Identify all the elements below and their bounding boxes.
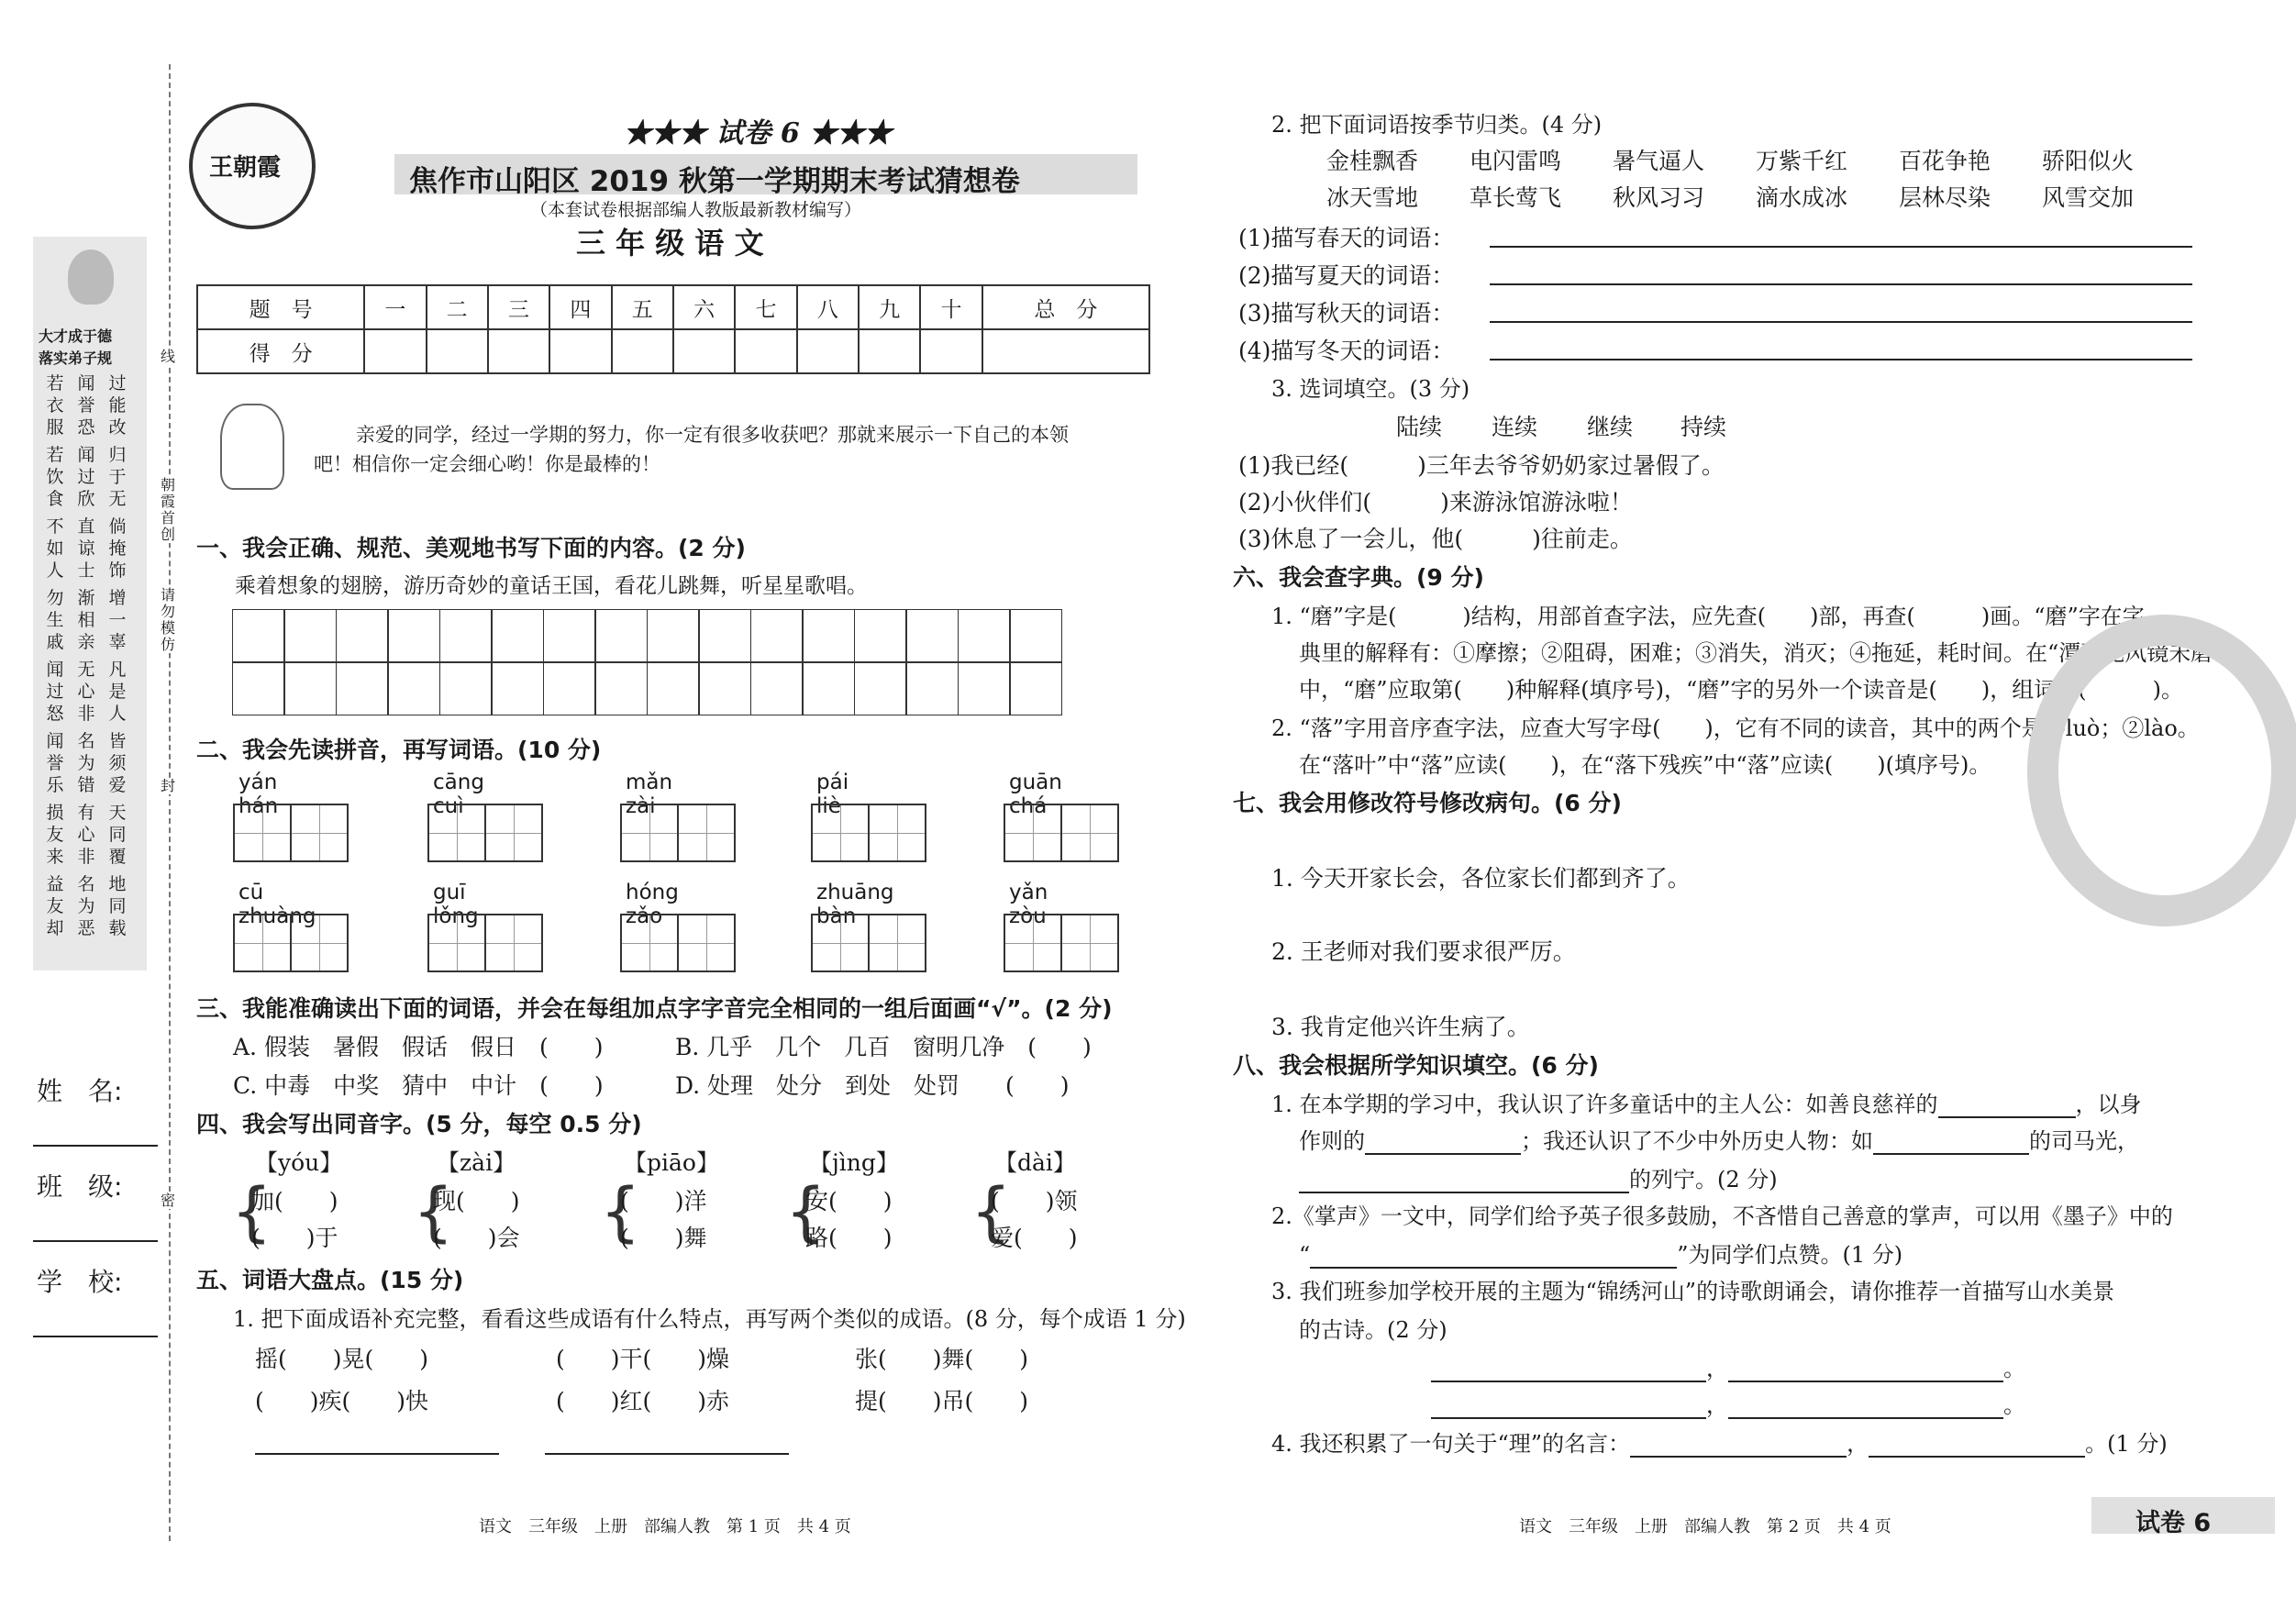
school-line[interactable] <box>33 1336 158 1337</box>
q6-line-4[interactable]: 2. “落”字用音序查字法，应查大写字母( )，它有不同的读音，其中的两个是①luò；②lào。 <box>1271 715 2200 741</box>
season-answer-line[interactable] <box>1490 246 2192 248</box>
homophone-blank[interactable]: ( )领 <box>991 1188 1078 1214</box>
score-header-1: 一 <box>364 285 426 329</box>
season-word: 百花争艳 <box>1899 148 1991 174</box>
grid-cell[interactable] <box>283 609 337 662</box>
tianzi-box[interactable] <box>233 914 292 972</box>
homophone-blank[interactable]: ( )会 <box>433 1225 520 1251</box>
footer-tag: 试卷 6 <box>2135 1509 2212 1537</box>
poem-comma-2: ， <box>1706 1392 1728 1418</box>
motto-column: 名为错 <box>77 731 95 795</box>
q8-blank-6[interactable] <box>1630 1436 1847 1458</box>
page-title: 焦作市山阳区 2019 秋第一学期期末考试猜想卷 <box>409 165 1020 198</box>
homophone-blank[interactable]: ( )舞 <box>620 1225 707 1251</box>
tianzi-box-pair[interactable] <box>811 804 925 862</box>
q5-sub2: 2. 把下面词语按季节归类。(4 分) <box>1271 112 1603 138</box>
grid-cell[interactable] <box>905 662 959 715</box>
q3-option-d[interactable]: D. 处理 处分 到处 处罚 ( ) <box>675 1072 1070 1099</box>
motto-column: 凡是人 <box>108 660 127 724</box>
season-word: 滴水成冰 <box>1756 184 1848 211</box>
tianzi-box[interactable] <box>868 804 926 862</box>
q8-line-5 <box>1299 1237 1902 1269</box>
tianzi-box[interactable] <box>620 804 679 862</box>
score-header-2: 二 <box>427 285 488 329</box>
motto-column: 闻誉恐 <box>77 373 95 438</box>
idiom-6[interactable]: 提( )吊( ) <box>855 1388 1029 1414</box>
motto-column: 有心非 <box>77 803 95 867</box>
score-cell-5[interactable] <box>612 329 673 373</box>
q2-title: 二、我会先读拼音，再写词语。(10 分) <box>196 737 602 763</box>
idiom-1[interactable]: 摇( )晃( ) <box>255 1346 429 1372</box>
intro-line-1: 亲爱的同学，经过一学期的努力，你一定有很多收获吧？那就来展示一下自己的本领 <box>356 424 1069 446</box>
q1-text: 乘着想象的翅膀，游历奇妙的童话王国，看花儿跳舞，听星星歌唱。 <box>235 574 868 598</box>
tianzi-box[interactable] <box>677 804 736 862</box>
motto-column: 若饮食 <box>46 445 64 509</box>
grid-cell[interactable] <box>439 662 493 715</box>
tianzi-box-pair[interactable] <box>233 914 347 972</box>
season-word: 骄阳似火 <box>2042 148 2135 174</box>
grid-cell[interactable] <box>491 609 544 662</box>
pinyin-label: zhuāng <box>816 881 894 904</box>
class-line[interactable] <box>33 1240 158 1242</box>
tianzi-box[interactable] <box>811 914 870 972</box>
tianzi-box[interactable] <box>1004 804 1062 862</box>
grid-cell[interactable] <box>1009 662 1062 715</box>
side-label-secret: 密 <box>154 1192 182 1209</box>
homophone-blank[interactable]: 安( ) <box>805 1188 893 1214</box>
tianzi-box[interactable] <box>620 914 679 972</box>
homophone-pinyin: 【piāo】 <box>624 1149 719 1176</box>
tianzi-box-pair[interactable] <box>811 914 925 972</box>
season-word: 层林尽染 <box>1899 184 1991 211</box>
q8-l5a: “ <box>1299 1242 1311 1268</box>
tianzi-box[interactable] <box>484 804 543 862</box>
side-label-copy: 请勿模仿 <box>154 587 182 653</box>
q3-option-b[interactable]: B. 几乎 几个 几百 窗明几净 ( ) <box>675 1034 1092 1060</box>
choice-3: 继续 <box>1587 414 1634 440</box>
tianzi-box-pair[interactable] <box>620 804 734 862</box>
score-header-7: 七 <box>735 285 796 329</box>
secret-stamp-watermark <box>2027 615 2296 926</box>
side-label-seal: 封 <box>154 778 182 794</box>
tianzi-box[interactable] <box>427 804 486 862</box>
score-cell-6[interactable] <box>673 329 735 373</box>
q8-line-3 <box>1299 1161 1778 1193</box>
score-header-0: 题 号 <box>197 285 364 329</box>
motto-column: 皆须爱 <box>108 731 127 795</box>
grid-cell[interactable] <box>336 662 389 715</box>
season-word: 秋风习习 <box>1613 184 1705 211</box>
q1-title: 一、我会正确、规范、美观地书写下面的内容。(2 分) <box>196 535 746 561</box>
grid-cell[interactable] <box>594 662 648 715</box>
grid-cell[interactable] <box>594 609 648 662</box>
side-label-brand: 朝霞首创 <box>154 477 182 543</box>
tianzi-box[interactable] <box>484 914 543 972</box>
q3-title: 三、我能准确读出下面的词语，并会在每组加点字字音完全相同的一组后面画“√”。(2 分) <box>196 995 1113 1022</box>
score-header-5: 五 <box>612 285 673 329</box>
grid-cell[interactable] <box>336 609 389 662</box>
motto-column: 天同覆 <box>108 803 127 867</box>
sentence-1[interactable]: 1. 今天开家长会，各位家长们都到齐了。 <box>1271 865 1691 892</box>
subject-title: 三 年 级 语 文 <box>576 226 764 261</box>
tianzi-box-pair[interactable] <box>1004 914 1117 972</box>
season-answer-line[interactable] <box>1490 321 2192 323</box>
season-word: 万紫千红 <box>1756 148 1848 174</box>
season-word: 风雪交加 <box>2042 184 2135 211</box>
q8-line-2 <box>1299 1123 2139 1155</box>
grid-cell[interactable] <box>232 662 285 715</box>
homophone-pinyin: 【yóu】 <box>255 1149 343 1176</box>
motto-column: 过能改 <box>108 373 127 438</box>
grid-cell[interactable] <box>905 609 959 662</box>
season-answer-line[interactable] <box>1490 359 2192 360</box>
q8-blank-7[interactable] <box>1869 1436 2085 1458</box>
q8-blank-5[interactable] <box>1310 1247 1677 1269</box>
scholar-icon <box>68 250 114 305</box>
tianzi-box-pair[interactable] <box>620 914 734 972</box>
homophone-pinyin: 【dài】 <box>994 1149 1076 1176</box>
choice-1: 陆续 <box>1396 414 1443 440</box>
season-label: (3)描写秋天的词语： <box>1238 300 1455 327</box>
tianzi-box[interactable] <box>1004 914 1062 972</box>
score-header-6: 六 <box>673 285 735 329</box>
q8-l5b: ”为同学们点赞。(1 分) <box>1677 1242 1903 1268</box>
motto-column: 不如人 <box>46 516 64 581</box>
class-label: 班 级: <box>37 1171 123 1202</box>
homophone-blank[interactable]: ( )于 <box>251 1225 338 1251</box>
q4-title: 四、我会写出同音字。(5 分，每空 0.5 分) <box>196 1111 642 1137</box>
motto-column: 闻过怒 <box>46 660 64 724</box>
homophone-pinyin: 【zài】 <box>437 1149 516 1176</box>
score-table <box>196 284 1150 374</box>
q8-blank-4[interactable] <box>1299 1171 1629 1193</box>
extra-idiom-line-2[interactable] <box>545 1453 789 1455</box>
intro-line-2: 吧！相信你一定会细心哟！你是最棒的！ <box>314 453 660 475</box>
score-cell-1[interactable] <box>364 329 426 373</box>
tianzi-box[interactable] <box>290 914 349 972</box>
brand-logo <box>189 103 316 229</box>
tianzi-box[interactable] <box>677 914 736 972</box>
poem-comma-1: ， <box>1706 1356 1728 1381</box>
fill-blank-1[interactable]: (1)我已经( )三年去爷爷奶奶家过暑假了。 <box>1238 452 1725 479</box>
motto-bottom: 落实弟子规 <box>39 349 113 367</box>
q8-l8b: 。(1 分) <box>2085 1431 2168 1457</box>
q7-title: 七、我会用修改符号修改病句。(6 分) <box>1233 790 1622 816</box>
tianzi-box-pair[interactable] <box>427 804 541 862</box>
score-cell-4[interactable] <box>549 329 611 373</box>
idiom-5[interactable]: ( )红( )赤 <box>556 1388 730 1414</box>
poem-period-2: 。 <box>2003 1392 2025 1418</box>
pinyin-label: pái <box>816 771 849 794</box>
q8-line-8 <box>1271 1425 2168 1458</box>
poem-blank-1[interactable] <box>1431 1360 1706 1382</box>
grid-cell[interactable] <box>439 609 493 662</box>
pinyin-label: cū <box>238 881 264 904</box>
grid-cell[interactable] <box>543 662 596 715</box>
q3-option-a[interactable]: A. 假装 暑假 假话 假日 ( ) <box>233 1034 604 1060</box>
motto-column: 倘掩饰 <box>108 516 127 581</box>
sentence-2[interactable]: 2. 王老师对我们要求很严厉。 <box>1271 938 1576 965</box>
grid-cell[interactable] <box>698 662 751 715</box>
poem-line-1 <box>1431 1350 2025 1382</box>
score-cell-7[interactable] <box>735 329 796 373</box>
subtitle: （本套试卷根据部编人教版最新教材编写） <box>530 200 862 220</box>
score-cell-11[interactable] <box>982 329 1149 373</box>
score-header-4: 四 <box>549 285 611 329</box>
q5-sub1: 1. 把下面成语补充完整，看看这些成语有什么特点，再写两个类似的成语。(8 分，每个成语 1 分) <box>233 1306 1186 1332</box>
q8-blank-1[interactable] <box>1938 1096 2076 1118</box>
score-header-8: 八 <box>797 285 859 329</box>
score-header-11: 总 分 <box>982 285 1149 329</box>
grid-cell[interactable] <box>543 609 596 662</box>
q8-line-4: 2.《掌声》一文中，同学们给予英子很多鼓励，不吝惜自己善意的掌声，可以用《墨子》中的 <box>1271 1203 2173 1229</box>
season-label: (4)描写冬天的词语： <box>1238 338 1455 364</box>
q8-l1a: 1. 在本学期的学习中，我认识了许多童话中的主人公：如善良慈祥的 <box>1271 1092 1938 1117</box>
motto-column: 闻过欣 <box>77 445 95 509</box>
q8-line-7: 的古诗。(2 分) <box>1299 1317 1447 1343</box>
q8-l2b: ；我还认识了不少中外历史人物：如 <box>1521 1128 1873 1154</box>
poem-blank-2[interactable] <box>1728 1360 2003 1382</box>
q8-l2c: 的司马光， <box>2029 1128 2139 1154</box>
tianzi-box[interactable] <box>811 804 870 862</box>
grid-cell[interactable] <box>387 609 440 662</box>
paper-tag: ★★★ 试卷 6 ★★★ <box>624 117 893 150</box>
motto-column: 地同载 <box>108 874 127 938</box>
season-word: 草长莺飞 <box>1470 184 1562 211</box>
grid-cell[interactable] <box>750 662 804 715</box>
homophone-pinyin: 【jìng】 <box>809 1149 899 1176</box>
motto-column: 勿生戚 <box>46 588 64 652</box>
season-word: 电闪雷鸣 <box>1470 148 1562 174</box>
grid-cell[interactable] <box>1009 609 1062 662</box>
homophone-blank[interactable]: ( )洋 <box>620 1188 707 1214</box>
tianzi-box[interactable] <box>868 914 926 972</box>
pinyin-label: mǎn <box>626 771 673 794</box>
tianzi-box[interactable] <box>1060 914 1119 972</box>
q3-option-c[interactable]: C. 中毒 中奖 猜中 中计 ( ) <box>233 1072 604 1099</box>
grid-cell[interactable] <box>491 662 544 715</box>
tianzi-box[interactable] <box>427 914 486 972</box>
fill-blank-3[interactable]: (3)休息了一会儿，他( )往前走。 <box>1238 526 1633 552</box>
tianzi-box-pair[interactable] <box>233 804 347 862</box>
footer-right: 语文 三年级 上册 部编人教 第 2 页 共 4 页 <box>1519 1517 1891 1536</box>
grid-cell[interactable] <box>802 662 855 715</box>
grid-cell[interactable] <box>750 609 804 662</box>
pinyin-label: yán <box>238 771 278 794</box>
season-answer-line[interactable] <box>1490 283 2192 285</box>
idiom-4[interactable]: ( )疾( )快 <box>255 1388 429 1414</box>
pinyin-label: yǎn <box>1009 881 1048 904</box>
sentence-3[interactable]: 3. 我肯定他兴许生病了。 <box>1271 1014 1530 1040</box>
extra-idiom-line-1[interactable] <box>255 1453 499 1455</box>
student-mascot-icon <box>220 404 284 490</box>
motto-columns <box>39 372 145 959</box>
pinyin-label: cāng <box>433 771 484 794</box>
motto-column: 渐相亲 <box>77 588 95 652</box>
score-cell-8[interactable] <box>797 329 859 373</box>
writing-grid-row-1[interactable] <box>233 609 1062 662</box>
season-label: (1)描写春天的词语： <box>1238 225 1455 251</box>
grid-cell[interactable] <box>387 662 440 715</box>
score-header-10: 十 <box>920 285 982 329</box>
motto-column: 益友却 <box>46 874 64 938</box>
q8-blank-2[interactable] <box>1365 1133 1521 1155</box>
fill-blank-2[interactable]: (2)小伙伴们( )来游泳馆游泳啦！ <box>1238 489 1633 516</box>
grid-cell[interactable] <box>958 662 1011 715</box>
motto-column: 归于无 <box>108 445 127 509</box>
season-word: 金桂飘香 <box>1326 148 1419 174</box>
tianzi-box[interactable] <box>233 804 292 862</box>
grid-cell[interactable] <box>283 662 337 715</box>
poem-blank-3[interactable] <box>1431 1397 1706 1419</box>
brace-icon: { <box>231 1174 272 1249</box>
poem-period-1: 。 <box>2003 1356 2025 1381</box>
homophone-blank[interactable]: 现( ) <box>433 1188 520 1214</box>
q8-l2a: 作则的 <box>1299 1128 1365 1154</box>
grid-cell[interactable] <box>802 609 855 662</box>
brace-icon: { <box>971 1174 1012 1249</box>
writing-grid-row-2[interactable] <box>233 662 1062 715</box>
choice-2: 连续 <box>1492 414 1538 440</box>
idiom-2[interactable]: ( )干( )燥 <box>556 1346 730 1372</box>
q5-sub3: 3. 选词填空。(3 分) <box>1271 376 1470 402</box>
season-word: 冰天雪地 <box>1326 184 1419 211</box>
q6-line-3[interactable]: 中，“磨”应取第( )种解释(填序号)，“磨”字的另外一个读音是( )，组词为( )。 <box>1299 677 2183 703</box>
pinyin-label: guān <box>1009 771 1062 794</box>
brace-icon: { <box>600 1174 641 1249</box>
motto-column: 闻誉乐 <box>46 731 64 795</box>
grid-cell[interactable] <box>232 609 285 662</box>
score-header-3: 三 <box>488 285 549 329</box>
homophone-blank[interactable]: 爱( ) <box>991 1225 1078 1251</box>
motto-panel <box>33 237 147 970</box>
tianzi-box-pair[interactable] <box>1004 804 1117 862</box>
grid-cell[interactable] <box>698 609 751 662</box>
grid-cell[interactable] <box>647 662 700 715</box>
score-header-9: 九 <box>859 285 920 329</box>
footer-left: 语文 三年级 上册 部编人教 第 1 页 共 4 页 <box>479 1517 851 1536</box>
grid-cell[interactable] <box>854 662 907 715</box>
season-label: (2)描写夏天的词语： <box>1238 262 1455 289</box>
grid-cell[interactable] <box>958 609 1011 662</box>
homophone-blank[interactable]: 加( ) <box>251 1188 338 1214</box>
motto-top: 大才成于德 <box>39 327 113 345</box>
tianzi-box-pair[interactable] <box>427 914 541 972</box>
score-label: 得 分 <box>197 329 364 373</box>
brace-icon: { <box>785 1174 826 1249</box>
motto-column: 增一辜 <box>108 588 127 652</box>
name-label: 姓 名: <box>37 1076 123 1106</box>
score-cell-3[interactable] <box>488 329 549 373</box>
fold-line <box>169 64 171 1541</box>
pinyin-label: guī <box>433 881 466 904</box>
motto-column: 损友来 <box>46 803 64 867</box>
q8-l3: 的列宁。(2 分) <box>1629 1167 1778 1192</box>
grid-cell[interactable] <box>647 609 700 662</box>
poem-line-2 <box>1431 1387 2025 1419</box>
motto-column: 名为恶 <box>77 874 95 938</box>
q6-line-1[interactable]: 1. “磨”字是( )结构，用部首查字法，应先查( )部，再查( )画。“磨”字在字 <box>1271 604 2145 629</box>
q8-title: 八、我会根据所学知识填空。(6 分) <box>1233 1052 1599 1079</box>
score-cell-2[interactable] <box>427 329 488 373</box>
side-label-line: 线 <box>154 349 182 365</box>
q8-line-6: 3. 我们班参加学校开展的主题为“锦绣河山”的诗歌朗诵会，请你推荐一首描写山水美景 <box>1271 1279 2115 1304</box>
brace-icon: { <box>413 1174 454 1249</box>
q8-l8a: 4. 我还积累了一句关于“理”的名言： <box>1271 1431 1631 1457</box>
q8-l1b: ，以身 <box>2075 1092 2142 1117</box>
q8-line-1 <box>1271 1086 2142 1118</box>
tianzi-box[interactable] <box>1060 804 1119 862</box>
grid-cell[interactable] <box>854 609 907 662</box>
q6-line-2: 典里的解释有：①摩擦；②阻碍，困难；③消失，消灭；④拖延，耗时间。在“潭面无风镜未磨” <box>1299 640 2224 666</box>
q5-title: 五、词语大盘点。(15 分) <box>196 1267 464 1293</box>
homophone-blank[interactable]: 路( ) <box>805 1225 893 1251</box>
q8-blank-3[interactable] <box>1873 1133 2029 1155</box>
tianzi-box[interactable] <box>290 804 349 862</box>
school-label: 学 校: <box>37 1267 123 1297</box>
brand-name: 王朝霞 <box>209 154 282 182</box>
choice-4: 持续 <box>1680 414 1727 440</box>
q8-comma: ， <box>1847 1431 1869 1457</box>
idiom-3[interactable]: 张( )舞( ) <box>855 1346 1029 1372</box>
q6-line-5[interactable]: 在“落叶”中“落”应读( )，在“落下残疾”中“落”应读( )(填序号)。 <box>1299 752 1991 778</box>
motto-column: 无心非 <box>77 660 95 724</box>
motto-column: 直谅士 <box>77 516 95 581</box>
name-line[interactable] <box>33 1145 158 1147</box>
poem-blank-4[interactable] <box>1728 1397 2003 1419</box>
q6-title: 六、我会查字典。(9 分) <box>1233 564 1484 591</box>
score-cell-10[interactable] <box>920 329 982 373</box>
season-word: 暑气逼人 <box>1613 148 1705 174</box>
pinyin-label: hóng <box>626 881 679 904</box>
score-cell-9[interactable] <box>859 329 920 373</box>
motto-column: 若衣服 <box>46 373 64 438</box>
